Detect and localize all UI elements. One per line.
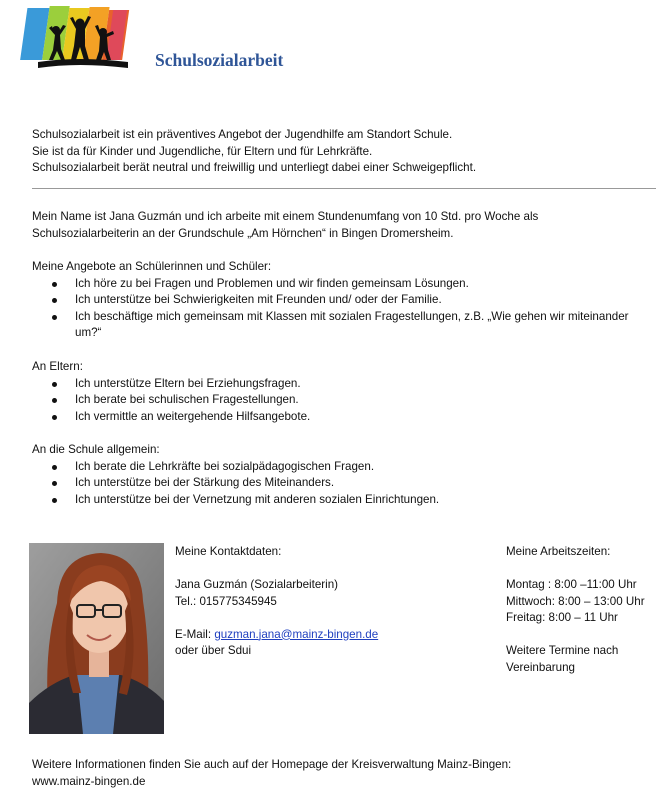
section-parents: [32, 359, 310, 425]
hours-note: Weitere Termine nach: [506, 644, 619, 657]
email-label: E-Mail:: [175, 627, 212, 641]
contact-heading: Meine Kontaktdaten:: [175, 545, 282, 558]
section-heading: An die Schule allgemein:: [32, 443, 160, 456]
children-silhouettes-logo: [18, 4, 143, 76]
section-school: [32, 442, 439, 508]
section-heading: An Eltern:: [32, 360, 83, 373]
list-item: Ich unterstütze Eltern bei Erziehungsfragen.: [32, 376, 310, 393]
list-item: Ich beschäftige mich gemeinsam mit Klassen mit sozialen Fragestellungen, z.B. „Wie gehen wir miteinander um?“: [32, 309, 658, 342]
contact-alt: oder über Sdui: [175, 644, 252, 657]
intro-line: Schulsozialarbeit ist ein präventives Angebot der Jugendhilfe am Standort Schule.: [32, 128, 453, 141]
list-item: Ich berate die Lehrkräfte bei sozialpädagogischen Fragen.: [32, 459, 439, 476]
hours-line: Montag : 8:00 –11:00 Uhr: [506, 578, 637, 591]
list-item: Ich unterstütze bei Schwierigkeiten mit Freunden und/ oder der Familie.: [32, 292, 658, 309]
list-item: Ich unterstütze bei der Stärkung des Miteinanders.: [32, 475, 439, 492]
hours-heading: Meine Arbeitszeiten:: [506, 545, 611, 558]
hours-line: Freitag: 8:00 – 11 Uhr: [506, 611, 618, 624]
footer-url: www.mainz-bingen.de: [32, 774, 146, 788]
list-item: Ich berate bei schulischen Fragestellungen.: [32, 392, 310, 409]
name-line: Mein Name ist Jana Guzmán und ich arbeite mit einem Stundenumfang von 10 Std. pro Woche als: [32, 210, 539, 223]
name-line: Schulsozialarbeiterin an der Grundschule „Am Hörnchen“ in Bingen Dromersheim.: [32, 226, 454, 240]
intro-line: Schulsozialarbeit berät neutral und freiwillig und unterliegt dabei einer Schweigepflicht.: [32, 161, 477, 174]
intro-line: Sie ist da für Kinder und Jugendliche, für Eltern und für Lehrkräfte.: [32, 144, 373, 158]
contact-email-row: [175, 627, 378, 644]
footer-text: Weitere Informationen finden Sie auch auf der Homepage der Kreisverwaltung Mainz-Bingen:: [32, 758, 512, 771]
section-students: [32, 259, 658, 342]
name-paragraph: [32, 209, 538, 242]
section-heading: Meine Angebote an Schülerinnen und Schüler:: [32, 260, 272, 273]
footer: [32, 757, 511, 790]
contact-name: Jana Guzmán (Sozialarbeiterin): [175, 578, 339, 591]
portrait-photo: [29, 543, 164, 734]
page-title: Schulsozialarbeit: [155, 50, 284, 70]
hours-note: Vereinbarung: [506, 660, 575, 674]
hours-block: [506, 544, 645, 676]
contact-block: [175, 544, 378, 660]
list-item: Ich höre zu bei Fragen und Problemen und wir finden gemeinsam Lösungen.: [32, 276, 658, 293]
list-item: Ich vermittle an weitergehende Hilfsangebote.: [32, 409, 310, 426]
divider: [32, 188, 656, 189]
list-item: Ich unterstütze bei der Vernetzung mit anderen sozialen Einrichtungen.: [32, 492, 439, 509]
contact-phone: Tel.: 015775345945: [175, 594, 277, 608]
hours-line: Mittwoch: 8:00 – 13:00 Uhr: [506, 594, 645, 608]
email-link[interactable]: guzman.jana@mainz-bingen.de: [214, 627, 379, 641]
intro-paragraph: [32, 127, 476, 177]
